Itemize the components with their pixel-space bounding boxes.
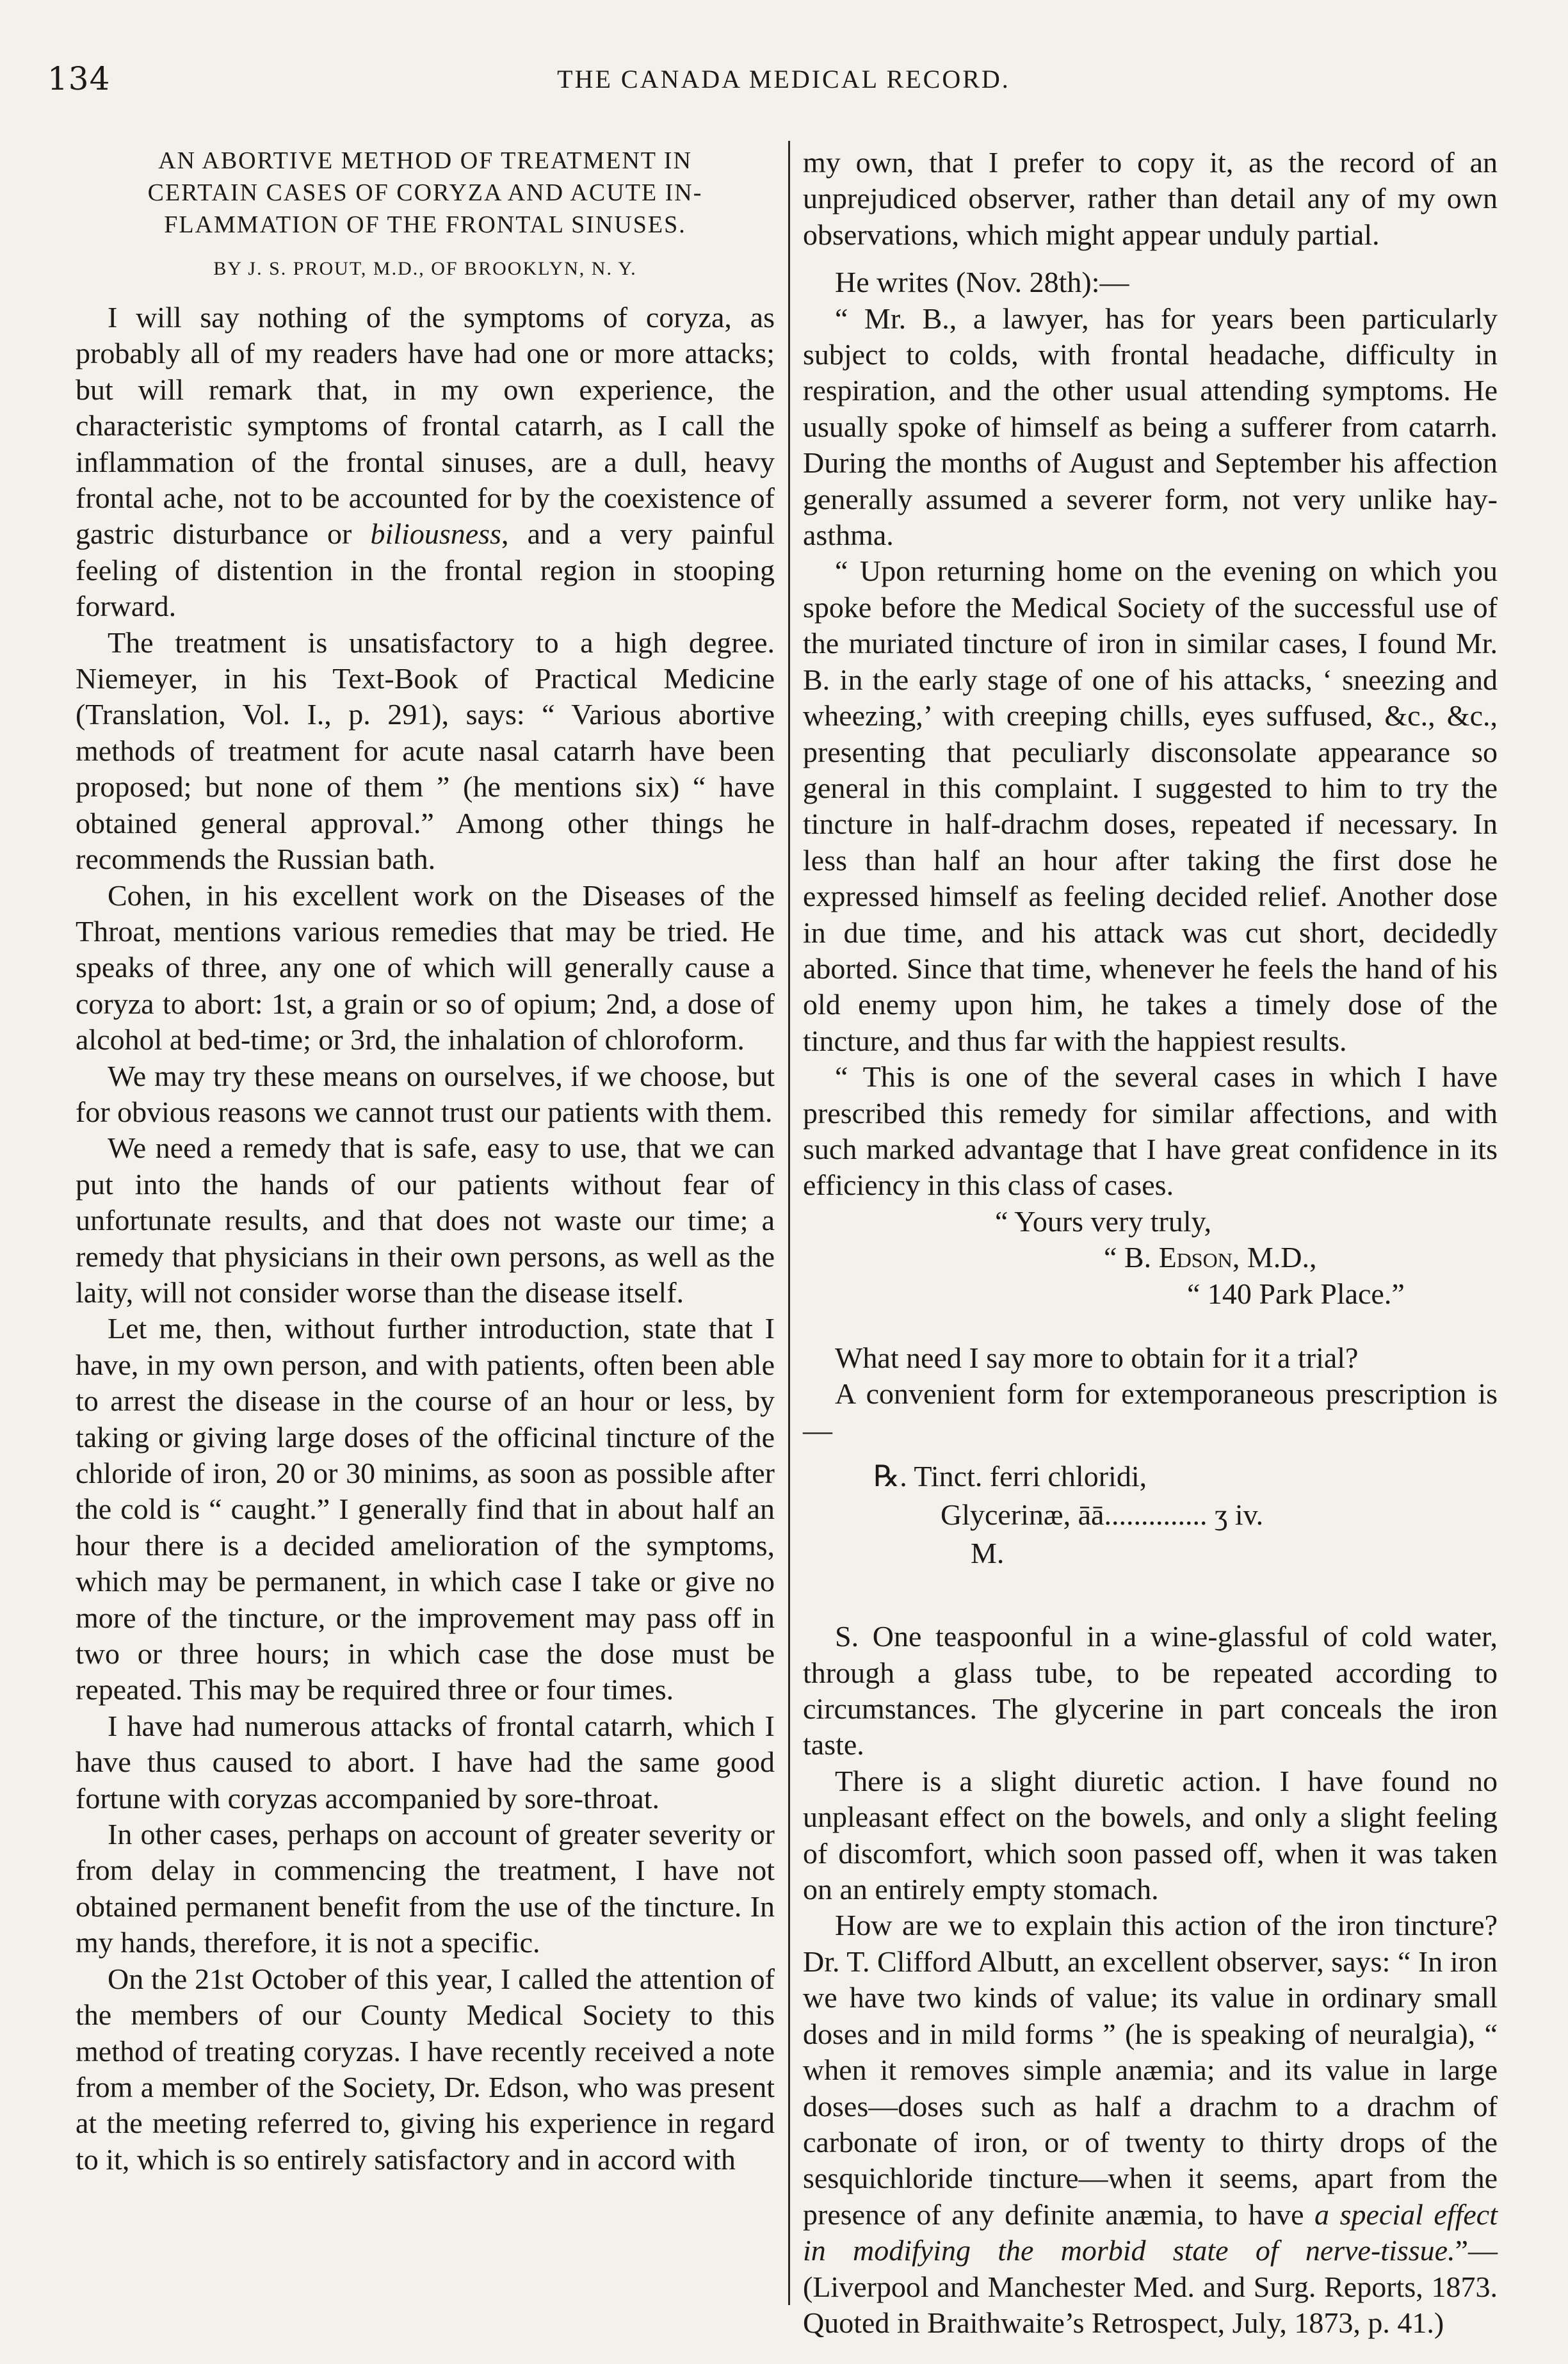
paragraph: What need I say more to obtain for it a trial? bbox=[835, 1341, 1359, 1374]
title-line: FLAMMATION OF THE FRONTAL SINUSES. bbox=[164, 211, 686, 238]
paragraph: I will say nothing of the symptoms of coryza, as probably all of my readers have had one or more attacks; but will remark that, in my own experience, the characteristic symptoms of frontal catarrh, as I call the inflammation of the frontal sinuses, are a dull, heavy frontal ache, not to be accounted for by the coexistence of gastric disturbance or biliousness, and a very painful feeling of distention in the frontal region in stooping forward. bbox=[76, 301, 775, 623]
paragraph: In other cases, perhaps on account of greater severity or from delay in commencing the treatment, I have not obtained permanent benefit from the use of the tincture. In my hands, therefore, it is not a specific. bbox=[76, 1818, 775, 1959]
right-column bbox=[803, 145, 1498, 2341]
byline: BY J. S. PROUT, M.D., OF BROOKLYN, N. Y. bbox=[213, 258, 637, 279]
paragraph: “ This is one of the several cases in which I have prescribed this remedy for similar affections, and with such marked advantage that I have great confidence in its efficiency in this class of cases. bbox=[803, 1060, 1498, 1202]
paragraph: How are we to explain this action of the iron tincture? Dr. T. Clifford Albutt, an excellent observer, says: “ In iron we have two kinds of value; its value in ordinary small doses and in mild forms ” (he is speaking of neuralgia), “ when it removes simple anæmia; and its value in large doses—doses such as half a drachm to a drachm of carbonate of iron, or of twenty to thirty drops of the sesquichloride tincture—when it seems, apart from the presence of any definite anæmia, to have a special effect in modifying the morbid state of nerve-tissue.”—(Liverpool and Manchester Med. and Surg. Reports, 1873. Quoted in Braithwaite’s Retrospect, July, 1873, p. 41.) bbox=[803, 1909, 1498, 2339]
paragraph: “ Mr. B., a lawyer, has for years been particularly subject to colds, with frontal headache, difficulty in respiration, and the other usual attending symptoms. He usually spoke of himself as being a sufferer from catarrh. During the months of August and September his affection generally assumed a severer form, not very unlike hay-asthma. bbox=[803, 302, 1498, 552]
prescription-line: Glycerinæ, āā.............. ʒ iv. bbox=[941, 1498, 1264, 1532]
paragraph: On the 21st October of this year, I called the attention of the members of our County Medical Society to this method of treating coryzas. I have recently received a note from a member of the Society, Dr. Edson, who was present at the meeting referred to, giving his experience in regard to it, which is so entirely satisfactory and in accord with bbox=[76, 1962, 775, 2176]
paragraph: We may try these means on ourselves, if we choose, but for obvious reasons we cannot trust our patients with them. bbox=[76, 1059, 775, 1128]
paragraph: Cohen, in his excellent work on the Diseases of the Throat, mentions various remedies that may be tried. He speaks of three, any one of which will generally cause a coryza to abort: 1st, a grain or so of opium; 2nd, a dose of alcohol at bed-time; or 3rd, the inhalation of chloroform. bbox=[76, 878, 775, 1057]
title-line: CERTAIN CASES OF CORYZA AND ACUTE IN- bbox=[147, 179, 703, 206]
letter-signature: “ B. Edson, M.D., bbox=[1104, 1241, 1317, 1274]
emphasis: biliousness bbox=[370, 517, 501, 551]
title-line: AN ABORTIVE METHOD OF TREATMENT IN bbox=[158, 147, 692, 174]
paragraph: The treatment is unsatisfactory to a high degree. Niemeyer, in his Text-Book of Practical Medicine (Translation, Vol. I., p. 291), says: “ Various abortive methods of treatment for acute nasal catarrh have been proposed; but none of them ” (he mentions six) “ have obtained general approval.” Among other things he recommends the Russian bath. bbox=[76, 626, 775, 876]
article-title bbox=[76, 145, 775, 241]
paragraph: “ Upon returning home on the evening on which you spoke before the Medical Society of the successful use of the muriated tincture of iron in similar cases, I found Mr. B. in the early stage of one of his attacks, ‘ sneezing and wheezing,’ with creeping chills, eyes suffused, &c., &c., presenting that peculiarly disconsolate appearance so general in this complaint. I suggested to him to try the tincture in half-drachm doses, repeated if necessary. In less than half an hour after taking the first dose he expressed himself as feeling decided relief. Another dose in due time, and his attack was cut short, decidedly aborted. Since that time, whenever he feels the hand of his old enemy upon him, he takes a timely dose of the tincture, and thus far with the happiest results. bbox=[803, 555, 1498, 1057]
emphasis: a special effect in modifying the morbid state of nerve-tissue. bbox=[803, 2198, 1498, 2267]
paragraph: Let me, then, without further introduction, state that I have, in my own person, and with patients, often been able to arrest the disease in the course of an hour or less, by taking or giving large doses of the officinal tincture of the chloride of iron, 20 or 30 minims, as soon as possible after the cold is “ caught.” I generally find that in about half an hour there is a decided amelioration of the symptoms, which may be permanent, in which case I take or give no more of the tincture, or the improvement may pass off in two or three hours; in which case the dose must be repeated. This may be required three or four times. bbox=[76, 1312, 775, 1706]
paragraph: A convenient form for extemporaneous prescription is— bbox=[803, 1377, 1498, 1446]
column-divider bbox=[788, 141, 790, 2305]
page-number: 134 bbox=[47, 60, 111, 97]
paragraph: I have had numerous attacks of frontal catarrh, which I have thus caused to abort. I have had the same good fortune with coryzas accompanied by sore-throat. bbox=[76, 1709, 775, 1815]
left-column bbox=[76, 145, 775, 2178]
paragraph: We need a remedy that is safe, easy to use, that we can put into the hands of our patients without fear of unfortunate results, and that does not waste our time; a remedy that physicians in their own persons, as well as the laity, will not consider worse than the disease itself. bbox=[76, 1131, 775, 1309]
letter-address: “ 140 Park Place.” bbox=[1187, 1277, 1405, 1310]
prescription-line: ℞. Tinct. ferri chloridi, bbox=[873, 1460, 1147, 1493]
letter-closing: “ Yours very truly, bbox=[995, 1204, 1212, 1238]
paragraph: S. One teaspoonful in a wine-glassful of cold water, through a glass tube, to be repeated according to circumstances. The glycerine in part conceals the iron taste. bbox=[803, 1620, 1498, 1761]
paragraph: He writes (Nov. 28th):— bbox=[835, 266, 1129, 299]
prescription-line: M. bbox=[971, 1537, 1005, 1570]
page-header bbox=[28, 55, 1539, 113]
prescription bbox=[803, 1457, 1498, 1573]
paragraph: There is a slight diuretic action. I have found no unpleasant effect on the bowels, and only a slight feeling of discomfort, which soon passed off, when it was taken on an entirely empty stomach. bbox=[803, 1764, 1498, 1906]
paragraph: my own, that I prefer to copy it, as the record of an unprejudiced observer, rather than detail any of my own observations, which might appear unduly partial. bbox=[803, 146, 1498, 251]
running-head: THE CANADA MEDICAL RECORD. bbox=[557, 65, 1010, 93]
